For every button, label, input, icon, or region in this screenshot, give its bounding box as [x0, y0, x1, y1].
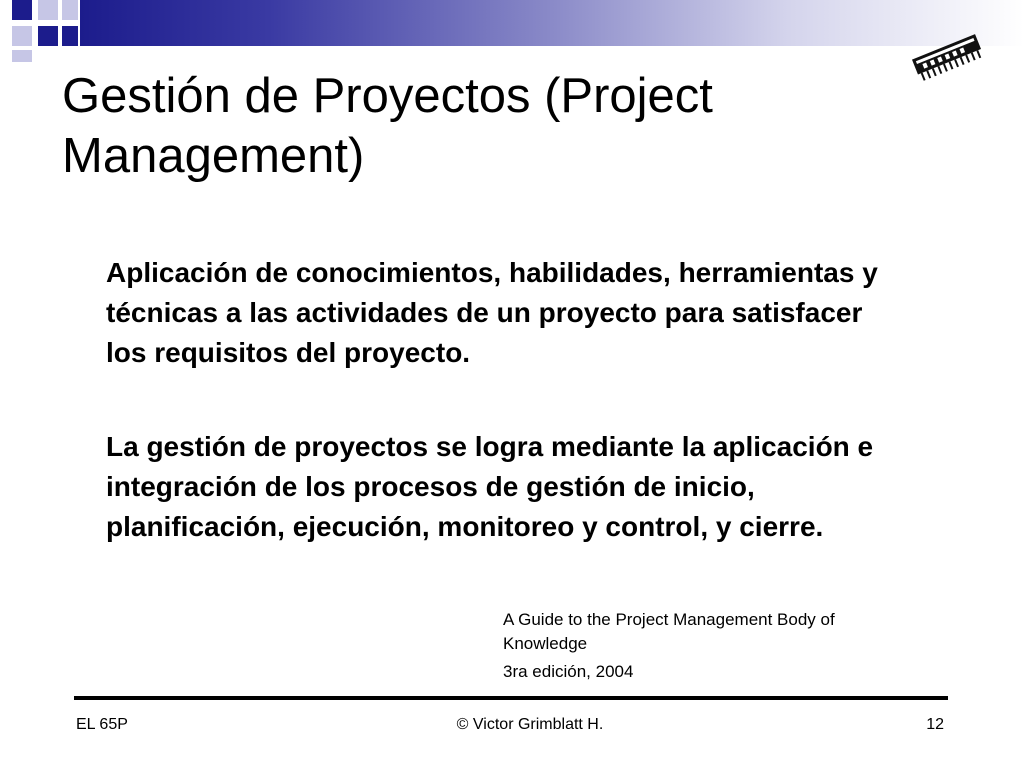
reference-edition: 3ra edición, 2004 — [503, 662, 634, 681]
process-paragraph: La gestión de proyectos se logra mediante la aplicación e integración de los procesos de gestión de inicio, planificación, ejecución, monitoreo y control, y cierre. — [106, 431, 874, 542]
footer-course-code: EL 65P — [76, 716, 128, 733]
integrated-circuit-chip-icon — [908, 30, 988, 86]
header-gradient-bar — [80, 0, 1024, 46]
footer-divider — [74, 696, 948, 700]
slide-number: 12 — [926, 716, 944, 733]
slide-title: Gestión de Proyectos (Project Management) — [62, 69, 713, 183]
footer-author: © Victor Grimblatt H. — [456, 716, 604, 733]
reference-title: A Guide to the Project Management Body of Knowledge — [503, 610, 835, 653]
definition-paragraph: Aplicación de conocimientos, habilidades, herramientas y técnicas a las actividades de un proyecto para satisfacer los requisitos del proyecto. — [106, 257, 878, 368]
